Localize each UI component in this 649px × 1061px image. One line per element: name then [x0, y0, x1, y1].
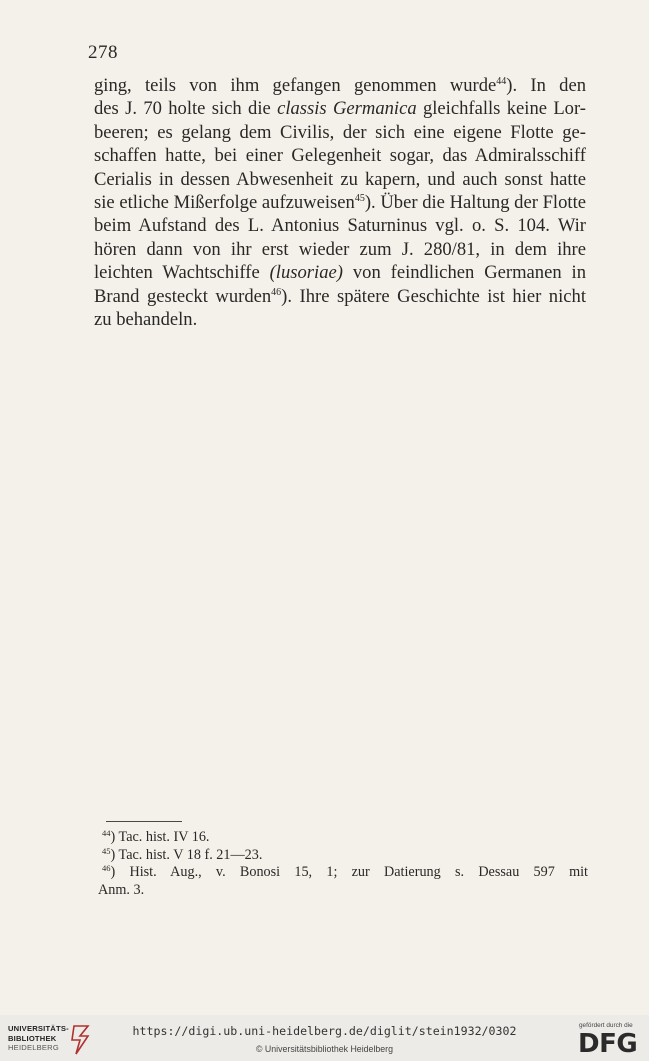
dfg-logo[interactable]: DFG	[578, 1029, 638, 1059]
text-run: schaffen hatte, bei einer Gelegenheit sogar, das Admiralsschiff	[94, 145, 586, 167]
footnote-46-continued: Anm. 3.	[98, 881, 145, 898]
italic-term: (lusoriae)	[269, 262, 343, 284]
italic-term: classis Germanica	[277, 98, 417, 120]
text-line	[94, 285, 586, 308]
text-line	[94, 238, 586, 261]
footnote-ref: 46	[271, 286, 282, 298]
footnote-ref: 44	[496, 76, 507, 87]
text-run: leichten Wachtschiffe	[94, 262, 270, 284]
text-run: hören dann von ihr erst wieder zum J. 280/81, in dem ihre	[94, 238, 586, 260]
text-line	[94, 144, 586, 167]
logo-line-3: HEIDELBERG	[8, 1043, 59, 1053]
copyright-notice: © Universitätsbibliothek Heidelberg	[255, 1044, 394, 1054]
text-run: Brand gesteckt wurden	[94, 285, 272, 307]
footer-bar	[0, 1015, 649, 1061]
logo-line-2: BIBLIOTHEK	[8, 1033, 57, 1043]
footnote-46: $^{46}$) Hist. Aug., v. Bonosi 15, 1; zur Datierung s. Dessau 597 mit	[102, 864, 588, 880]
text-run: sie etliche Mißerfolge aufzuweisen	[94, 191, 355, 213]
text-run: beim Aufstand des L. Antonius Saturninus vgl. o. S. 104. Wir	[94, 215, 586, 237]
text-run: ). Über die Haltung der Flotte	[364, 191, 586, 213]
text-line	[94, 261, 586, 284]
footnote-45: $^{45}$) Tac. hist. V 18 f. 21—23.	[102, 845, 263, 863]
text-line	[94, 214, 586, 237]
text-line	[94, 74, 586, 97]
text-line	[94, 97, 586, 120]
text-run: Cerialis in dessen Abwesenheit zu kapern, und auch sonst hatte	[94, 168, 586, 190]
text-run: ). In den	[506, 75, 586, 96]
text-line	[94, 308, 586, 331]
text-run: gleichfalls keine Lor-	[416, 98, 586, 120]
footnotes	[98, 828, 588, 899]
footnote-ref: 45	[354, 192, 365, 204]
body-text	[94, 74, 586, 331]
footnote-rule	[106, 821, 182, 822]
text-line	[94, 168, 586, 191]
text-run: des J. 70 holte sich die	[94, 98, 278, 120]
permalink-url[interactable]: https://digi.ub.uni-heidelberg.de/diglit/stein1932/0302	[132, 1024, 517, 1038]
text-line	[94, 121, 586, 144]
footnote-44: $^{44}$) Tac. hist. IV 16.	[102, 828, 210, 845]
text-run: beeren; es gelang dem Civilis, der sich eine eigene Flotte ge-	[94, 121, 586, 143]
text-line	[94, 191, 586, 214]
text-run: zu behandeln.	[94, 308, 198, 330]
text-run: ging, teils von ihm gefangen genommen wurde	[94, 75, 497, 96]
page-number: 278	[88, 42, 118, 63]
funding-note: gefördert durch die	[579, 1022, 633, 1029]
text-run: ). Ihre spätere Geschichte ist hier nicht	[281, 285, 586, 307]
text-run: von feindlichen Germanen in	[342, 262, 586, 284]
logo-line-1: UNIVERSITÄTS-	[8, 1024, 69, 1033]
